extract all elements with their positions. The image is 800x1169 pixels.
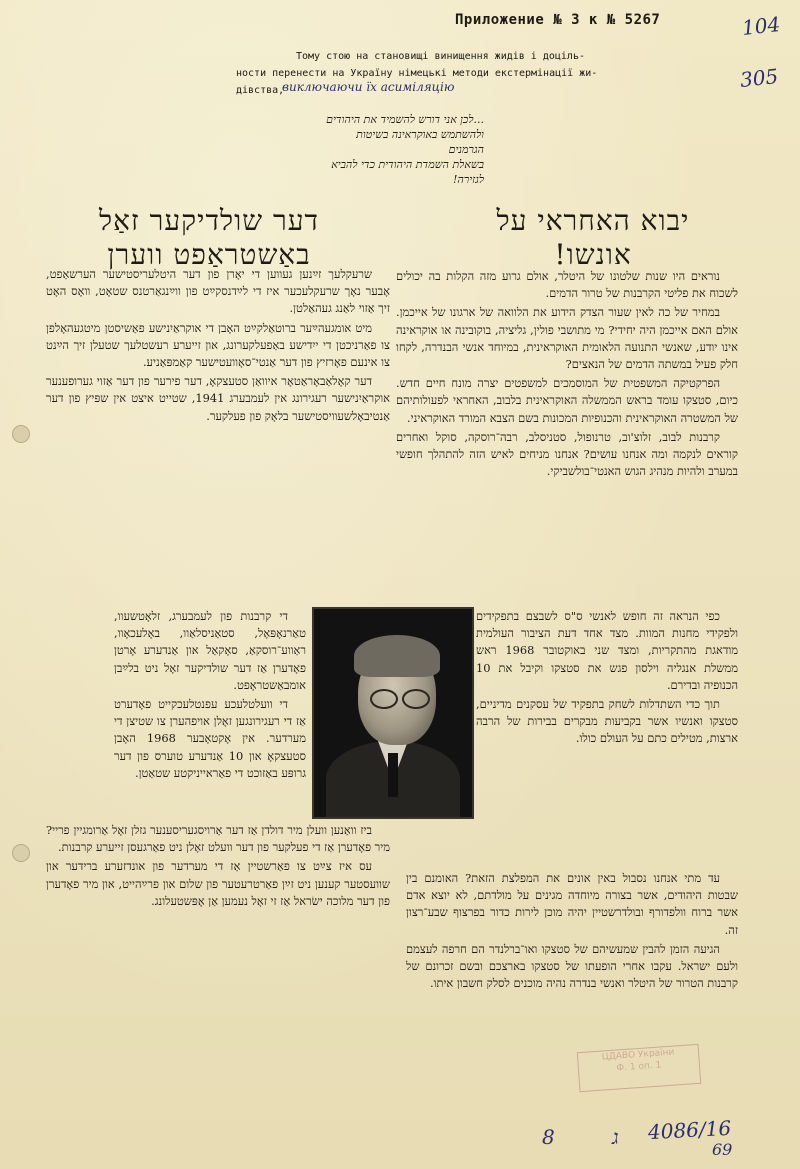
article-paragraph: כפי הנראה זה חופש לאנשי ס"ס לשבצם בתפקידים ולפקידי מחנות המוות. מצד אחד דעת הציבור העולמית מודאגת מהתקריות, ומצד שני באוקטובר 1968 ראש ממשלת אנגליה וילסון פגש את סטצקו וקיבל את 10 הכנופיה ובדירם.	[476, 609, 738, 692]
article-paragraph: עס איז צײַט צו פאַרשטיין אַז די מערדער פון אונדזערע ברידער און שוועסטער קענען ניט זײַן פאַרטרעטער פון שלום און פרײַהייט, און מיר פאָדערן פון דער מלוכה ישׂראל אַז זי זאָל נעמען אַן אָפּשטעלונג.	[46, 859, 390, 908]
yiddish-article-lower	[46, 822, 390, 1070]
hebrew-headline	[408, 204, 778, 272]
article-paragraph: די קרבנות פון לעמבערג, זלאָטשעוו, טאַרנאָפּאָל, סטאַניסלאַוו, באָלעכאָוו, ראַווע־רוסקאַ, סאָקאַל און אַנדערע אָרטן פאָדערן אַז דער שולדיקער זאָל ניט בלײַבן אומבאַשטראָפט.	[114, 609, 306, 692]
article-paragraph: הגיעה הזמן להבין שמעשיהם של סטצקו ואו־ברלנדר הם חרפה לעצמם ולעם ישראל. עקבו אחרי הופעתו של סטצקו בארצכם ובשם זכרונם של קרבנות הטרור של היטלר ואנשי בנדרה נהיה מוכנים לסלק חשבון איתו.	[406, 941, 738, 991]
archive-stamp	[577, 1044, 701, 1092]
punch-hole	[12, 425, 30, 443]
yiddish-headline-line: דער שולדיקער זאַל	[98, 204, 320, 237]
article-paragraph: במחיר של כה לאין שעור הצדק הידוע את הלוואה של ארגונו של אייכמן. אולם האם אייכמן היה יחידי? מי מתושבי פולין, גליציה, בוקובינה או אוקראינה אינו יודע, שאנשי התנועה הלאומית האוקראינית, במיוחד אנשי הבנדרה, לקחו חלק פעיל במשתה הדמים של הנאצים?	[396, 305, 738, 372]
handwritten-folio-number: 305	[738, 64, 780, 92]
archive-reference-number: 4086/16	[647, 1115, 732, 1145]
hebrew-headline-line: אונשו!	[554, 238, 632, 271]
handwritten-mark: 8	[542, 1125, 555, 1149]
quote-line: לגזירה!	[453, 173, 484, 186]
punch-hole	[12, 844, 30, 862]
handwritten-page-bottom: 69	[712, 1140, 733, 1159]
yiddish-headline-line: באַשטראַפט ווערן	[107, 238, 311, 271]
article-paragraph: די וועלטלעכע עפנטלעכקייט פאָדערט אַז די רעגירונגען זאָלן אויפהערן צו שטיצן די מערדער. אין אָקטאָבער 1968 האָבן סטעצקאָ און 10 אַנדערע טוערס פון דער גרופּע באַזוכט די פאַראייניקטע שטאַטן.	[114, 697, 306, 780]
article-paragraph: נוראים היו שנות שלטונו של היטלר, אולם גרוע מזה הקלות בה יכולים לשכוח את פליטי הקרבנות של טרור הדמים.	[396, 269, 738, 301]
article-paragraph: הפרקטיקה המשפטית של המוסמכים למשפטים יצרה מונח חיים חדש. כיום, סטצקו עומד בראש הממשלה האוקראינית בלבוב, האחראי לפעולותיהם של המשטרה האוקראינית והכנופיות המכונות בשם הצבא המורד האוקראיני.	[396, 376, 738, 425]
article-paragraph: ביז וואַנען וועלן מיר דולדן אַז דער אַרויסגעריסענער גזלן זאָל אַרומגיין פריי? מיר פאָדערן אַז די פעלקער פון דער וועלט זאָלן ניט פאַרגעסן זייערע קרבנות.	[46, 823, 390, 855]
hebrew-article-beside-photo	[476, 608, 738, 866]
hebrew-article-upper	[396, 268, 738, 608]
glasses-icon	[402, 689, 430, 709]
glasses-icon	[370, 689, 398, 709]
yiddish-article-upper	[46, 266, 390, 606]
article-paragraph: קרבנות לבוב, זלוצ'וב, טרנופול, סטניסלב, רבה־רוסקה, סוקל ואחרים קוראים לנקמה ומה אנחנו עושים? אנחנו מניחים לאיש הזה להתהלך חופשי במערב ולהיות מנהיג הגוש האנטי־בולשביקי.	[396, 429, 738, 479]
hebrew-article-lower	[406, 870, 738, 1040]
quote-line: ולהשתמש באוקראינה בשיטות הגרמנים	[356, 128, 484, 156]
portrait-hair	[354, 635, 440, 677]
article-paragraph: מיט אומגעהײַער ברוטאַלקײַט האָבן די אוקראַיִנישע פאַשיסטן מיטגעהאָלפן צו פאַרניכטן די ייִדישע באַפעלקערונג, און זייערע רעשטלעך שטעלן זיך הײַנט צו אינעם פאָרזיץ פון דער אַנטי־סאָוועטישער קאַמפּאַניע.	[46, 320, 390, 370]
yiddish-article-beside-photo	[114, 608, 306, 818]
handwritten-page-number: 104	[740, 12, 782, 40]
stamp-line: Ф. 1 оп. 1	[616, 1060, 662, 1074]
ukrainian-note-line: дівства,	[236, 85, 285, 96]
quote-line: בשאלת השמדת היהודית כדי להביא	[331, 158, 484, 171]
quote-line: ...לכן אני דורש להשמיד את היהודים	[326, 113, 484, 126]
article-paragraph: דער קאָלאַבאָראַטאָר איוואַן סטעצקאָ, דער פירער פון דער אַזוי גערופענער אוקראַיִנישער רעגירונג אין לעמבערג 1941, שטייט איצט אין שפּיץ פון דער אַנטיבאָלשעוויסטישער בלאָק פון פעלקער.	[46, 374, 390, 423]
portrait-photo	[312, 607, 474, 819]
yiddish-headline	[24, 204, 394, 272]
ukrainian-note-line: Тому стою на становищі винищення жидів і доціль-	[296, 51, 585, 62]
ukrainian-note-line: ности перенести на Україну німецькі методи екстермінації жи-	[236, 68, 598, 79]
handwritten-insert: виключаючи їх асиміляцію	[282, 80, 455, 94]
hebrew-quote-block	[322, 112, 484, 187]
portrait-tie	[388, 753, 398, 797]
hebrew-headline-line: יבוא האחראי על	[496, 204, 690, 237]
article-paragraph: שרעקלעך זײַנען געווען די יאָרן פון דער היטלעריסטישער הערשאַפט, אָבער נאָך שרעקלעכער איז די לײַדנסקײַט פון ווײַנגאַרטנס שטאָט, וואָס האָט זיך אַזוי לאַנג געהאַלטן.	[46, 267, 390, 316]
article-paragraph: עד מתי אנחנו נסבול באין אונים את המפלצת הזאת? האומנם בין שבטות היהודים, אשר בצורה מיוחדה מגינים על מולדתם, לא יוצא אדם אשר ברוח וולפדורף ובולדרשטיין יהיה מוכן לירות כדור בפרצוף שבע־רצון זה.	[406, 871, 738, 937]
handwritten-mark: ג	[612, 1125, 619, 1149]
stamp-line: ЦДАВО України	[601, 1047, 675, 1063]
annex-header: Приложение № 3 к № 5267	[455, 12, 661, 28]
article-paragraph: תוך כדי השתדלות לשחק בתפקיד של עסקנים מדיניים, סטצקו ואנשיו אשר בקביעות מבקרים בבירות של הרבה ארצות, מטילים כתם על העולם כולו.	[476, 697, 738, 746]
